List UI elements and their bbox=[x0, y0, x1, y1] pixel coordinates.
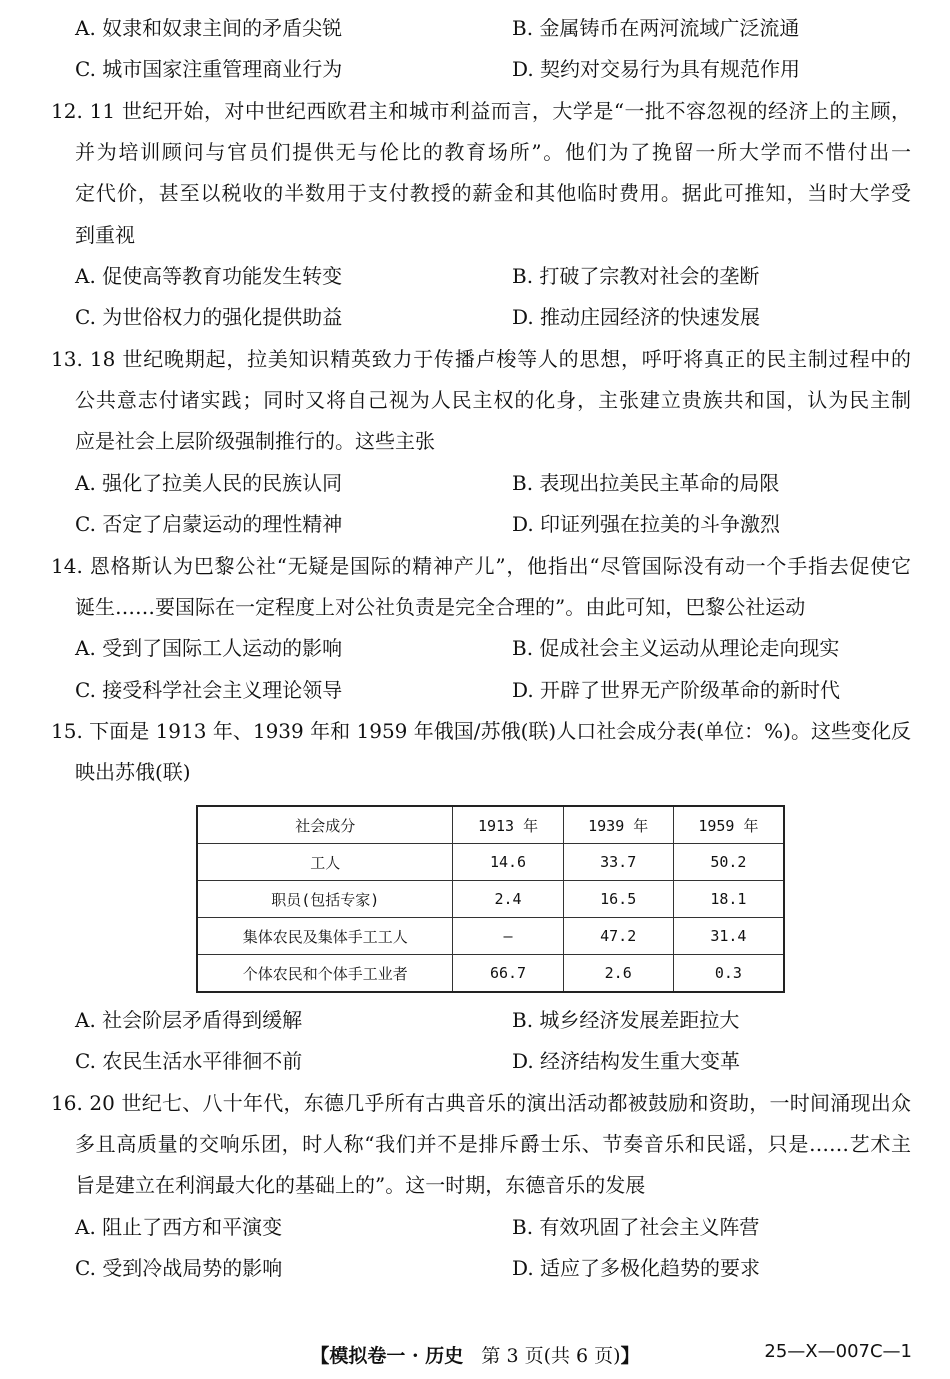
q14-option-b[interactable]: B. 促成社会主义运动从理论走向现实 bbox=[512, 636, 840, 660]
q13-stem-line-1: 13. 18 世纪晚期起，拉美知识精英致力于传播卢梭等人的思想，呼吁将真正的民主制过程中的 bbox=[51, 347, 911, 371]
table-cell: 47.2 bbox=[563, 918, 673, 955]
table-header-cell: 1939 年 bbox=[563, 806, 673, 844]
q15-option-a[interactable]: A. 社会阶层矛盾得到缓解 bbox=[75, 1008, 303, 1032]
table-row bbox=[197, 955, 784, 993]
q11-options-row-2 bbox=[75, 49, 935, 90]
q16-stem-line-2: 多且高质量的交响乐团，时人称“我们并不是排斥爵士乐、节奏音乐和民谣，只是……艺术主 bbox=[75, 1132, 911, 1156]
table-cell: 18.1 bbox=[673, 881, 784, 918]
q11-option-a[interactable]: A. 奴隶和奴隶主间的矛盾尖锐 bbox=[75, 16, 343, 40]
q14-option-d[interactable]: D. 开辟了世界无产阶级革命的新时代 bbox=[512, 678, 841, 702]
table-cell: 33.7 bbox=[563, 844, 673, 881]
q12-stem-line-1: 12. 11 世纪开始，对中世纪西欧君主和城市利益而言，大学是“一批不容忽视的经济上的主顾， bbox=[51, 99, 911, 123]
q16-options-row-1 bbox=[75, 1207, 935, 1248]
q16-option-b[interactable]: B. 有效巩固了社会主义阵营 bbox=[512, 1215, 760, 1239]
table-cell: — bbox=[453, 918, 563, 955]
q14-stem-line-2: 诞生……要国际在一定程度上对公社负责是完全合理的”。由此可知，巴黎公社运动 bbox=[75, 595, 806, 619]
table-cell: 职员(包括专家) bbox=[197, 881, 453, 918]
q12-stem-line-4: 到重视 bbox=[75, 223, 135, 247]
q16-options-row-2 bbox=[75, 1248, 935, 1289]
table-cell: 2.6 bbox=[563, 955, 673, 993]
q12-option-c[interactable]: C. 为世俗权力的强化提供助益 bbox=[75, 305, 343, 329]
table-row bbox=[197, 881, 784, 918]
q16-stem-line-3: 旨是建立在利润最大化的基础上的”。这一时期，东德音乐的发展 bbox=[75, 1173, 646, 1197]
q13-option-c[interactable]: C. 否定了启蒙运动的理性精神 bbox=[75, 512, 343, 536]
q16-stem-line-1: 16. 20 世纪七、八十年代，东德几乎所有古典音乐的演出活动都被鼓励和资助，一时间涌现出众 bbox=[51, 1091, 911, 1115]
q13-options-row-1 bbox=[75, 463, 935, 504]
q13-option-b[interactable]: B. 表现出拉美民主革命的局限 bbox=[512, 471, 780, 495]
table-header-cell: 1913 年 bbox=[453, 806, 563, 844]
table-cell: 50.2 bbox=[673, 844, 784, 881]
q11-option-c[interactable]: C. 城市国家注重管理商业行为 bbox=[75, 57, 343, 81]
q13-options-row-2 bbox=[75, 504, 935, 545]
q12-option-b[interactable]: B. 打破了宗教对社会的垄断 bbox=[512, 264, 760, 288]
q12-options-row-2 bbox=[75, 297, 935, 338]
q11-options-row-1 bbox=[75, 8, 935, 49]
table-cell: 个体农民和个体手工业者 bbox=[197, 955, 453, 993]
footer-page-number: 第 3 页(共 6 页) bbox=[481, 1345, 621, 1367]
q16-option-d[interactable]: D. 适应了多极化趋势的要求 bbox=[512, 1256, 761, 1280]
q15-option-c[interactable]: C. 农民生活水平徘徊不前 bbox=[75, 1049, 303, 1073]
q15-stem-line-1: 15. 下面是 1913 年、1939 年和 1959 年俄国/苏俄(联)人口社会成分表(单位：%)。这些变化反 bbox=[51, 719, 911, 743]
q13-stem-line-2: 公共意志付诸实践；同时又将自己视为人民主权的化身，主张建立贵族共和国，认为民主制 bbox=[75, 388, 911, 412]
table-cell: 工人 bbox=[197, 844, 453, 881]
footer-exam-title: 模拟卷一 · 历史 bbox=[329, 1345, 464, 1367]
q15-options-row-1 bbox=[75, 1000, 935, 1041]
q13-option-d[interactable]: D. 印证列强在拉美的斗争激烈 bbox=[512, 512, 781, 536]
q15-stem-line-2: 映出苏俄(联) bbox=[75, 760, 191, 784]
q12-option-d[interactable]: D. 推动庄园经济的快速发展 bbox=[512, 305, 761, 329]
footer-bracket-right: 】 bbox=[620, 1345, 640, 1367]
q11-option-b[interactable]: B. 金属铸币在两河流域广泛流通 bbox=[512, 16, 800, 40]
q14-stem-line-1: 14. 恩格斯认为巴黎公社“无疑是国际的精神产儿”，他指出“尽管国际没有动一个手指去促使它 bbox=[51, 554, 911, 578]
q14-options-row-2 bbox=[75, 670, 935, 711]
table-row bbox=[197, 918, 784, 955]
table-row bbox=[197, 844, 784, 881]
q14-option-a[interactable]: A. 受到了国际工人运动的影响 bbox=[75, 636, 343, 660]
footer-exam-code: 25—X—007C—1 bbox=[764, 1341, 912, 1362]
table-cell: 14.6 bbox=[453, 844, 563, 881]
table-cell: 31.4 bbox=[673, 918, 784, 955]
q13-stem-line-3: 应是社会上层阶级强制推行的。这些主张 bbox=[75, 429, 435, 453]
footer-bracket-left: 【 bbox=[310, 1345, 330, 1367]
q14-option-c[interactable]: C. 接受科学社会主义理论领导 bbox=[75, 678, 343, 702]
q16-option-a[interactable]: A. 阻止了西方和平演变 bbox=[75, 1215, 283, 1239]
q12-option-a[interactable]: A. 促使高等教育功能发生转变 bbox=[75, 264, 343, 288]
table-header-row bbox=[197, 806, 784, 844]
q12-stem-line-2: 并为培训顾问与官员们提供无与伦比的教育场所”。他们为了挽留一所大学而不惜付出一 bbox=[75, 140, 911, 164]
q11-option-d[interactable]: D. 契约对交易行为具有规范作用 bbox=[512, 57, 801, 81]
table-header-cell: 1959 年 bbox=[673, 806, 784, 844]
table-cell: 66.7 bbox=[453, 955, 563, 993]
population-composition-table bbox=[196, 805, 785, 993]
table-cell: 集体农民及集体手工工人 bbox=[197, 918, 453, 955]
q15-options-row-2 bbox=[75, 1041, 935, 1082]
q14-options-row-1 bbox=[75, 628, 935, 669]
q12-stem-line-3: 定代价，甚至以税收的半数用于支付教授的薪金和其他临时费用。据此可推知，当时大学受 bbox=[75, 181, 911, 205]
q15-option-b[interactable]: B. 城乡经济发展差距拉大 bbox=[512, 1008, 740, 1032]
q16-option-c[interactable]: C. 受到冷战局势的影响 bbox=[75, 1256, 283, 1280]
table-cell: 0.3 bbox=[673, 955, 784, 993]
table-cell: 2.4 bbox=[453, 881, 563, 918]
q15-option-d[interactable]: D. 经济结构发生重大变革 bbox=[512, 1049, 741, 1073]
q12-options-row-1 bbox=[75, 256, 935, 297]
table-header-cell: 社会成分 bbox=[197, 806, 453, 844]
q13-option-a[interactable]: A. 强化了拉美人民的民族认同 bbox=[75, 471, 343, 495]
table-cell: 16.5 bbox=[563, 881, 673, 918]
